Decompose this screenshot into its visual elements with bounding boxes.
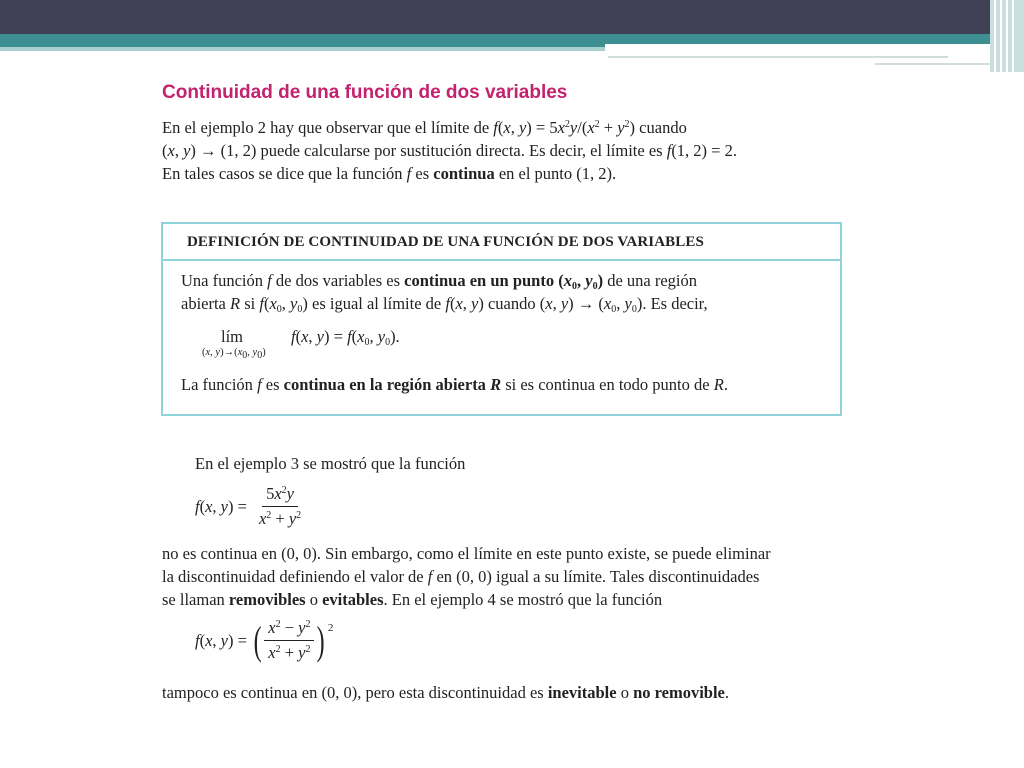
formula-example3: f(x, y) = $\frac{5x^2y}{x^2 + y^2}$: [195, 484, 305, 529]
slide-accent-line: [875, 63, 990, 65]
definition-last-line: La función f es continua en la región abierta R si es continua en todo punto de R.: [181, 375, 728, 394]
limit-subscript: (x, $y)\to(x_0$, $y_0$): [202, 347, 266, 361]
slide-corner-line: [1006, 0, 1008, 72]
limit-expression: f(x, $y) = f(x_0$, $y_0$).: [291, 327, 400, 348]
definition-body: [163, 261, 840, 396]
removable-paragraph: [162, 542, 862, 611]
definition-line-2: abierta R si $f(x_0$, $y_0$) es igual al límite de f(x, y) cuando (x, $y) \to (x_0$, $y_0$). Es decir,: [181, 294, 708, 315]
removable-line-2: la discontinuidad definiendo el valor de f en (0, 0) igual a su límite. Tales discontinuidades: [162, 567, 760, 586]
slide-accent-line: [608, 56, 948, 58]
formula-example4: f(x, y) = ( $\frac{x^2 - y^2}{x^2 + y^2}$ ) 2: [195, 617, 334, 663]
slide-corner-line: [1000, 0, 1002, 72]
section-title: Continuidad de una función de dos variables: [162, 82, 568, 103]
slide-top-bar: [0, 0, 1024, 34]
limit-symbol: lím: [221, 327, 244, 346]
definition-header: DEFINICIÓN DE CONTINUIDAD DE UNA FUNCIÓN DE DOS VARIABLES: [163, 224, 840, 261]
fraction: $\frac{5x^2y}{x^2 + y^2}$: [258, 484, 302, 528]
limit-formula: [181, 319, 824, 373]
removable-line-3: se llaman removibles o evitables. En el ejemplo 4 se mostró que la función: [162, 590, 663, 609]
slide-corner-line: [1012, 0, 1014, 72]
example3-text: En el ejemplo 3 se mostró que la función: [195, 454, 466, 473]
removable-line-1: no es continua en (0, 0). Sin embargo, como el límite en este punto existe, se puede eliminar: [162, 544, 771, 563]
intro-section: [160, 82, 850, 185]
definition-box: [161, 222, 842, 416]
final-line: tampoco es continua en (0, 0), pero esta discontinuidad es inevitable o no removible.: [162, 683, 730, 702]
slide-white-notch: [605, 44, 1024, 52]
slide-corner-line: [994, 0, 996, 72]
definition-line-1: Una función f de dos variables es continua en un punto ($x_0$, $y_0$) de una región: [181, 271, 697, 292]
intro-line-1: En el ejemplo 2 hay que observar que el límite de f(x, $y) = 5x^2y/(x^2 + y^2)$ cuando: [162, 118, 687, 137]
intro-line-3: En tales casos se dice que la función f es continua en el punto (1, 2).: [162, 164, 617, 183]
intro-line-2: (x, y) → (1, 2) puede calcularse por sustitución directa. Es decir, el límite es f(1, 2) = 2.: [162, 141, 737, 160]
fraction: $\frac{x^2 - y^2}{x^2 + y^2}$: [264, 618, 314, 663]
